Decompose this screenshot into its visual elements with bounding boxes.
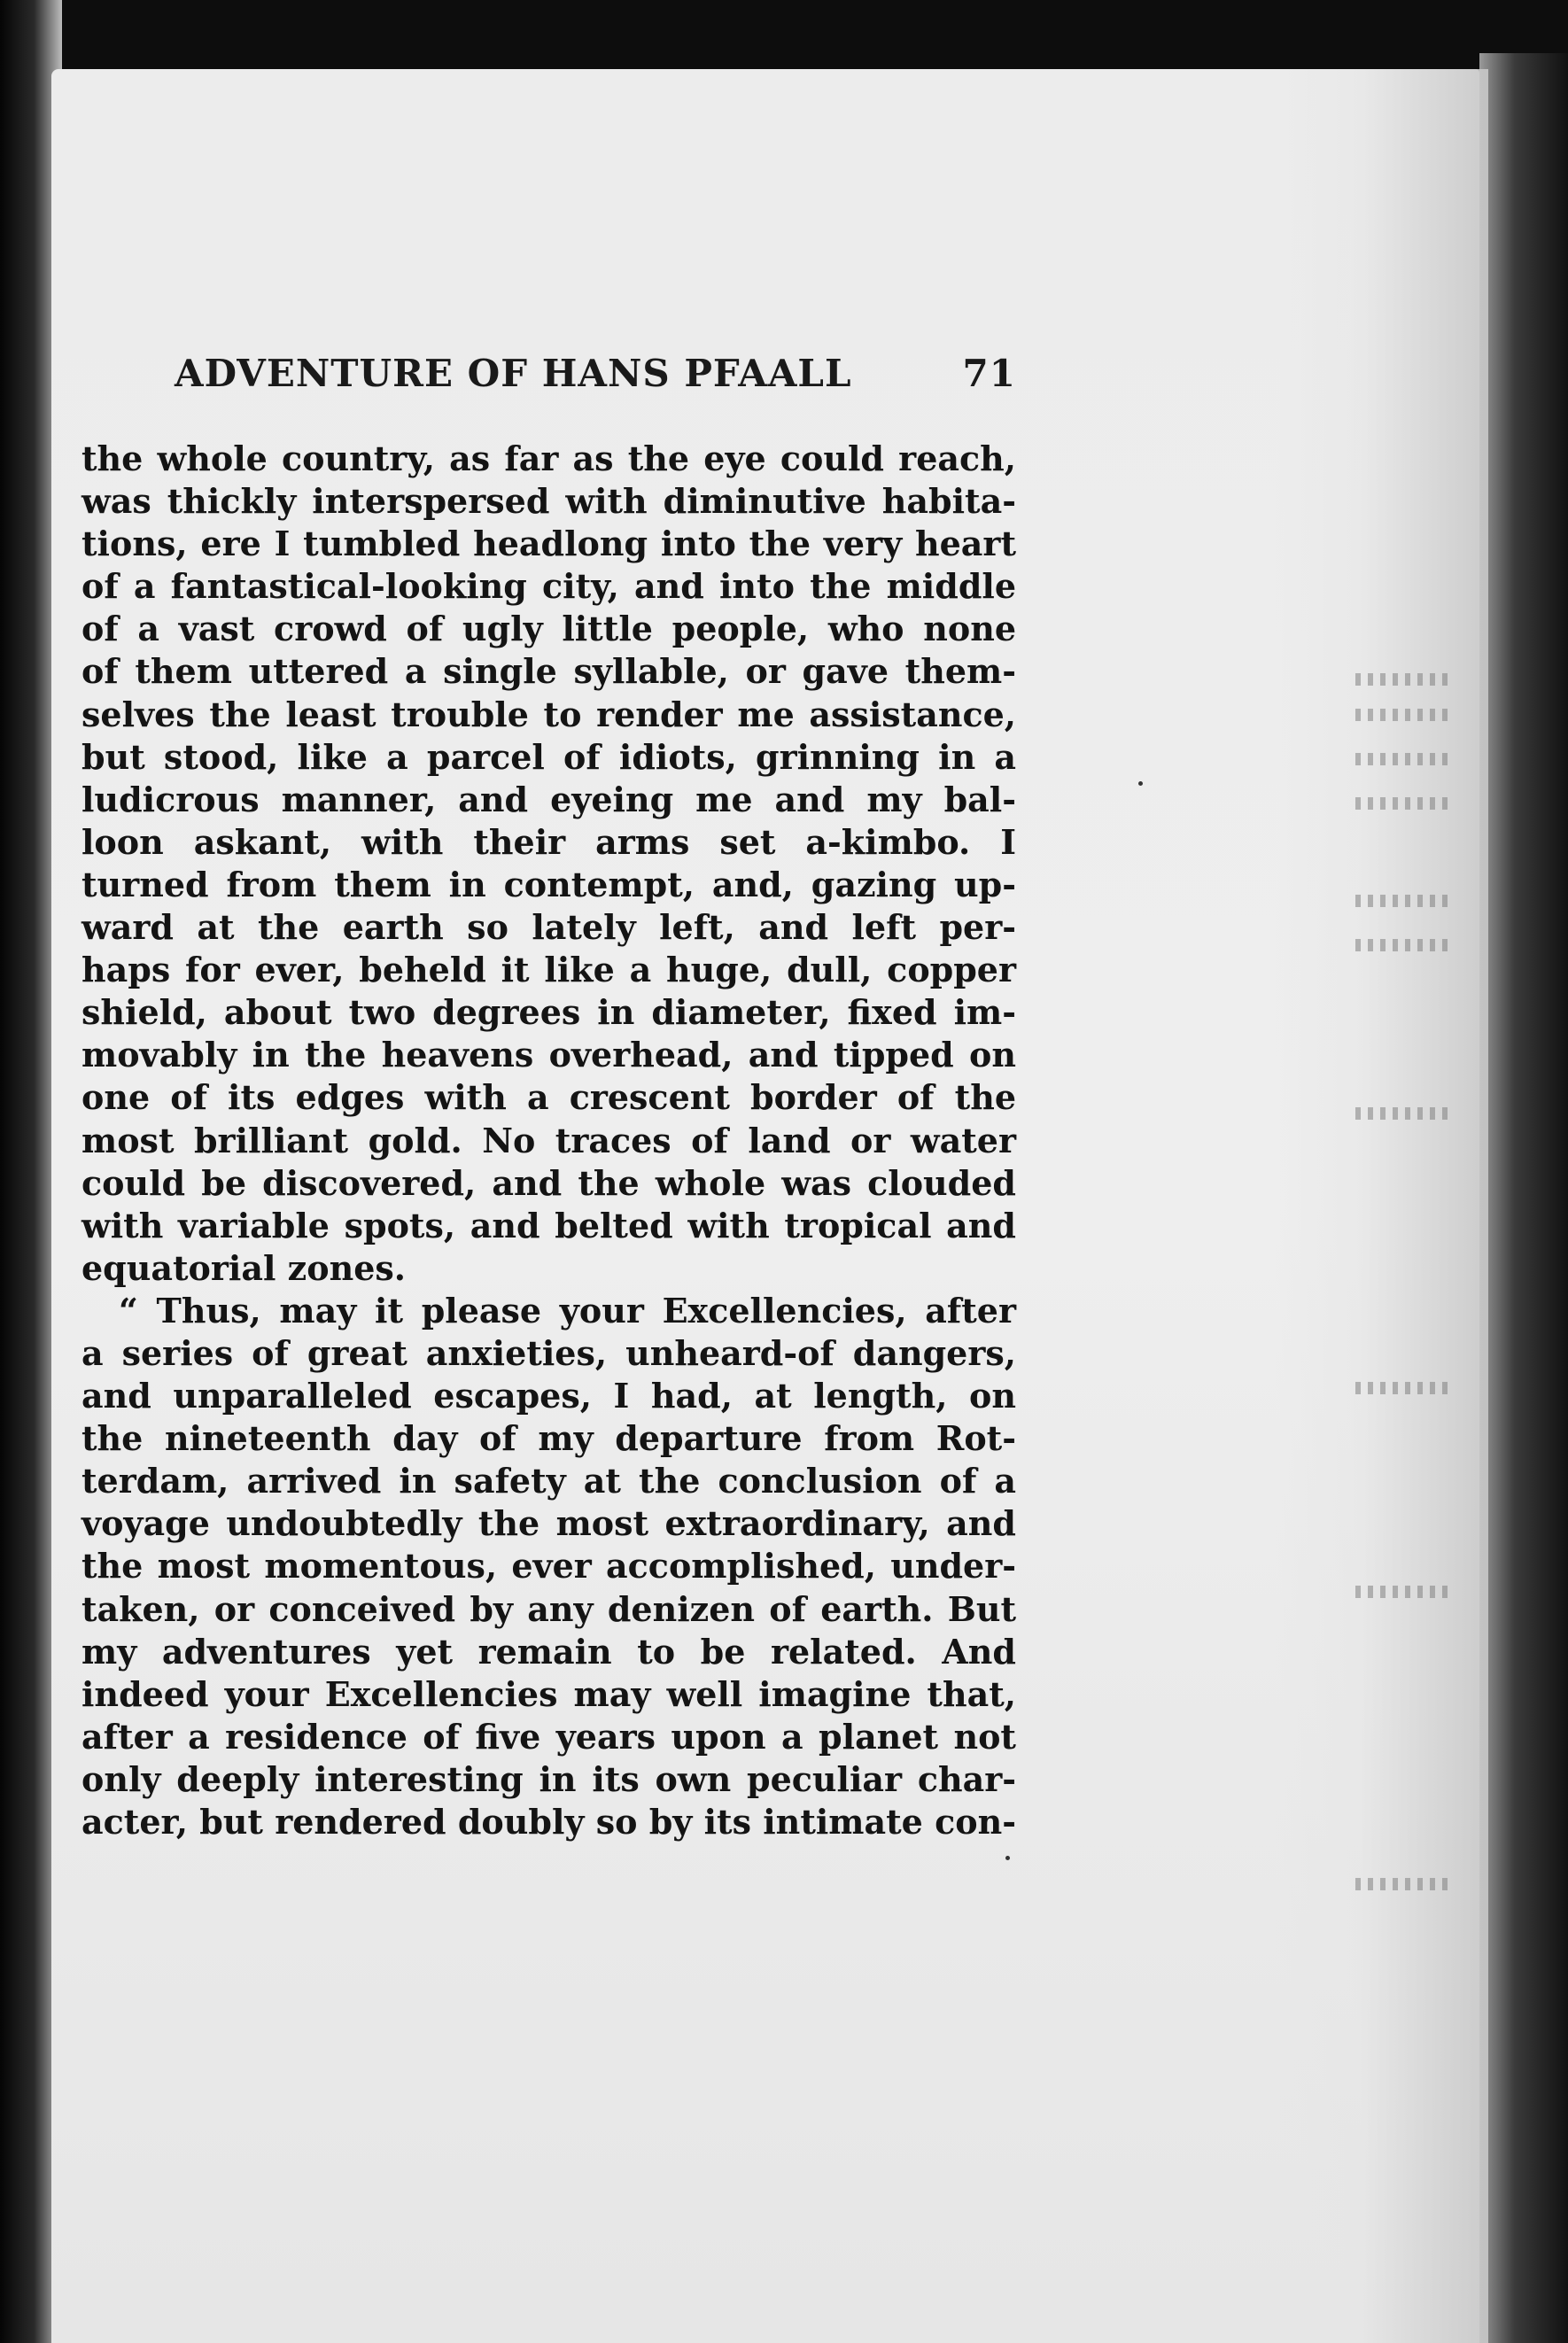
text-line: acter, but rendered doubly so by its intimate con- xyxy=(82,1802,1016,1842)
paper-speck xyxy=(1005,1856,1010,1860)
bleed-through-mark xyxy=(1355,709,1453,721)
text-line: shield, about two degrees in diameter, fixed im- xyxy=(82,992,1016,1033)
bleed-through-mark xyxy=(1355,939,1453,951)
text-line: a series of great anxieties, unheard-of dangers, xyxy=(82,1332,1016,1373)
text-line: “ Thus, may it please your Excellencies, after xyxy=(119,1290,1016,1331)
text-line: tions, ere I tumbled headlong into the very heart xyxy=(82,524,1016,564)
text-line: most brilliant gold. No traces of land or water xyxy=(82,1120,1016,1160)
text-line: of them uttered a single syllable, or gave them- xyxy=(82,651,1016,692)
bleed-through-mark xyxy=(1355,797,1453,810)
text-line: movably in the heavens overhead, and tipped on xyxy=(82,1035,1016,1075)
bleed-through-mark xyxy=(1355,1586,1453,1598)
text-line: selves the least trouble to render me assistance, xyxy=(82,694,1016,734)
text-line: the nineteenth day of my departure from Rot- xyxy=(82,1418,1016,1459)
text-line: my adventures yet remain to be related. And xyxy=(82,1631,1016,1672)
text-line: of a vast crowd of ugly little people, who none xyxy=(82,609,1016,649)
text-line: ludicrous manner, and eyeing me and my bal- xyxy=(82,779,1016,819)
paper-speck xyxy=(1138,781,1143,786)
text-line: the most momentous, ever accomplished, under- xyxy=(82,1546,1016,1587)
bleed-through-mark xyxy=(1355,1382,1453,1394)
text-line: with variable spots, and belted with tropical and xyxy=(82,1205,1016,1245)
text-line: after a residence of five years upon a planet not xyxy=(82,1716,1016,1757)
body-text xyxy=(82,438,1016,1843)
text-line: indeed your Excellencies may well imagine that, xyxy=(82,1673,1016,1714)
bleed-through-mark xyxy=(1355,1878,1453,1890)
text-line: the whole country, as far as the eye could reach, xyxy=(82,438,1016,478)
page-number: 71 xyxy=(962,352,1016,395)
text-line: of a fantastical-looking city, and into the middle xyxy=(82,566,1016,607)
page-edge-shadow xyxy=(1479,53,1568,2343)
text-line: could be discovered, and the whole was clouded xyxy=(82,1162,1016,1203)
bleed-through-mark xyxy=(1355,895,1453,907)
text-line: only deeply interesting in its own peculiar char- xyxy=(82,1758,1016,1799)
text-line: voyage undoubtedly the most extraordinary, and xyxy=(82,1503,1016,1544)
text-line: one of its edges with a crescent border of the xyxy=(82,1077,1016,1118)
running-header xyxy=(175,352,1016,414)
text-line: and unparalleled escapes, I had, at length, on xyxy=(82,1376,1016,1416)
page-gutter-fade xyxy=(1276,69,1488,2343)
text-line: ward at the earth so lately left, and left per- xyxy=(82,907,1016,948)
bleed-through-mark xyxy=(1355,673,1453,686)
text-line: haps for ever, beheld it like a huge, dull, copper xyxy=(82,950,1016,990)
text-line: was thickly interspersed with diminutive habita- xyxy=(82,481,1016,522)
text-line: but stood, like a parcel of idiots, grinning in a xyxy=(82,736,1016,777)
bleed-through-mark xyxy=(1355,753,1453,765)
text-line: turned from them in contempt, and, gazing up- xyxy=(82,864,1016,904)
text-line: terdam, arrived in safety at the conclusion of a xyxy=(82,1461,1016,1501)
text-line: equatorial zones. xyxy=(82,1247,406,1288)
text-line: taken, or conceived by any denizen of earth. But xyxy=(82,1588,1016,1629)
text-line: loon askant, with their arms set a-kimbo. I xyxy=(82,821,1016,862)
bleed-through-mark xyxy=(1355,1107,1453,1120)
running-title: ADVENTURE OF HANS PFAALL xyxy=(175,352,852,395)
